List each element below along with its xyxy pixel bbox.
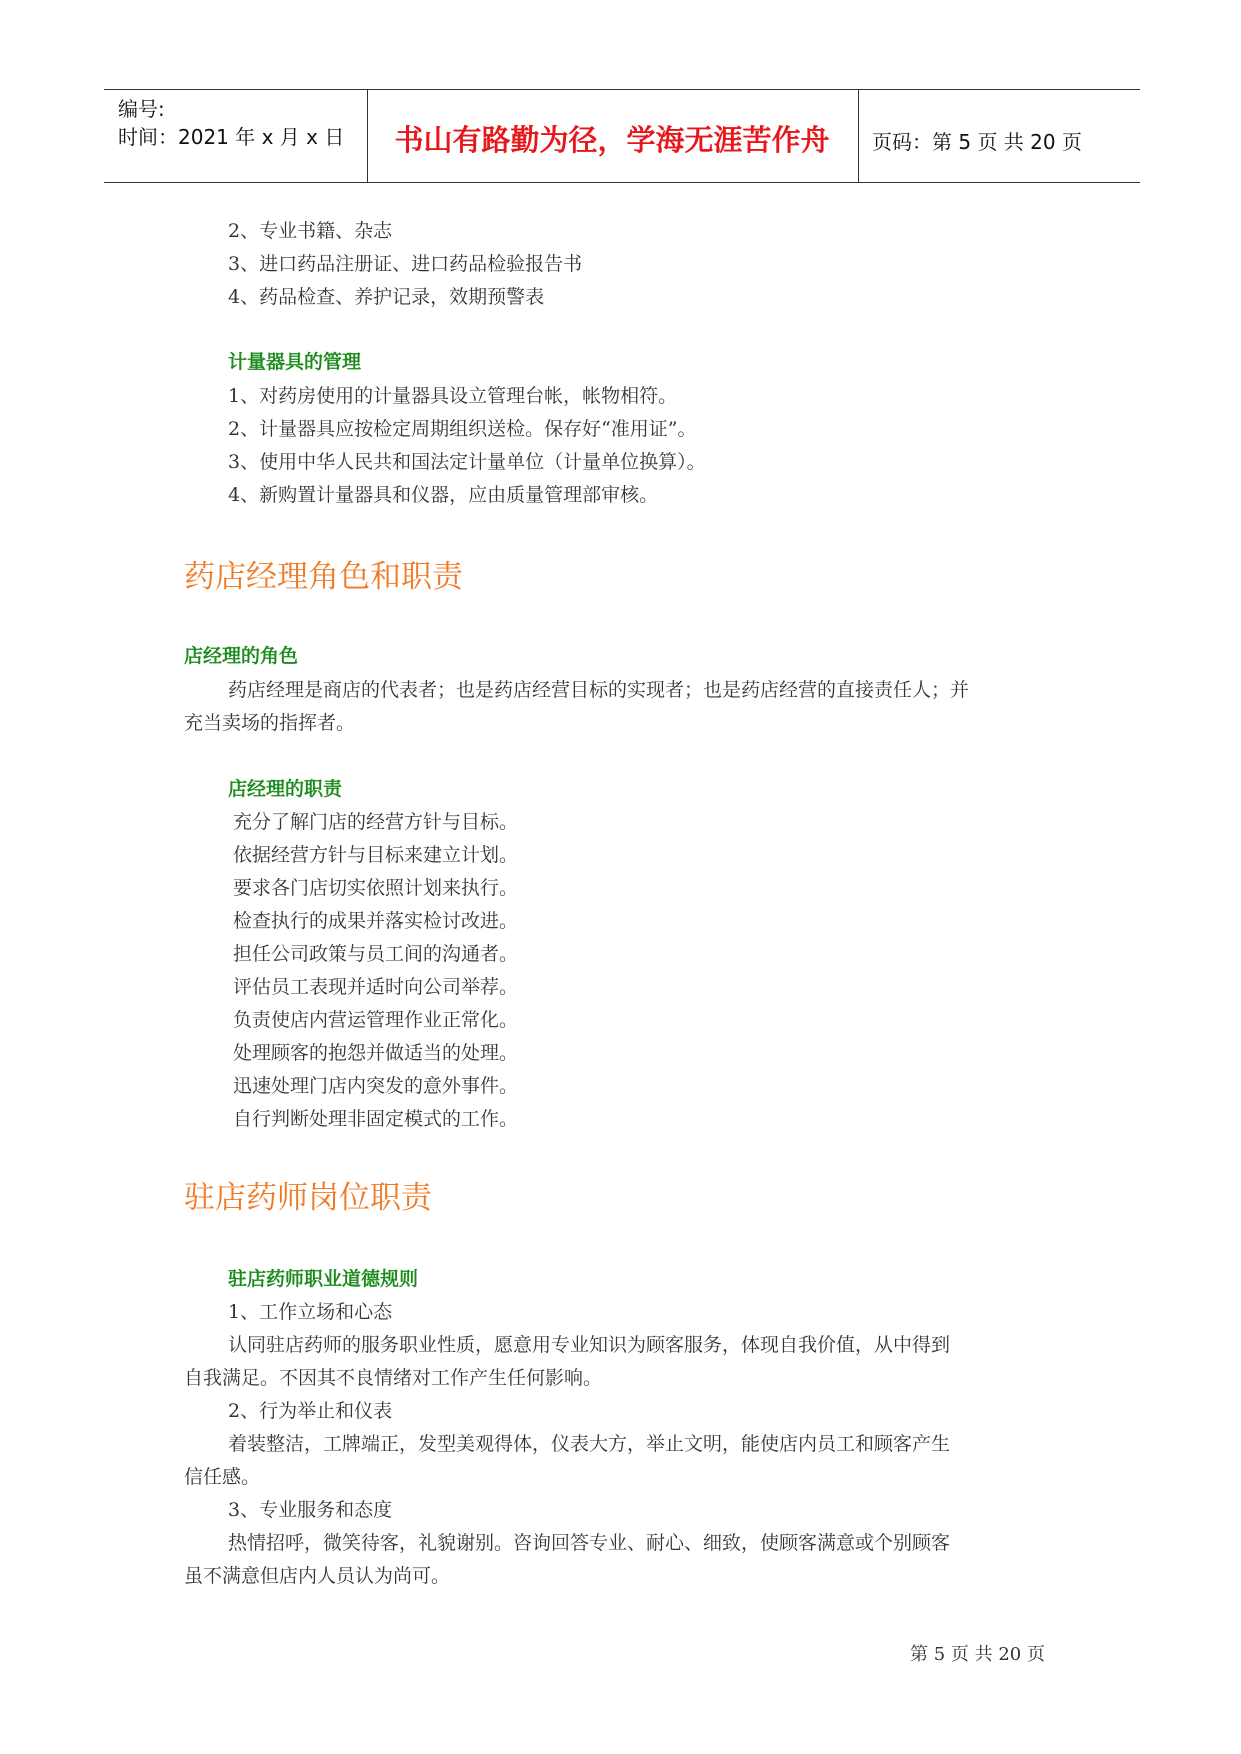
header-divider-right bbox=[858, 89, 859, 183]
section-title-pharmacist: 驻店药师岗位职责 bbox=[184, 1180, 432, 1216]
ethics-paragraph: 认同驻店药师的服务职业性质，愿意用专业知识为顾客服务，体现自我价值，从中得到 bbox=[228, 1334, 951, 1356]
ethics-paragraph-cont: 信任感。 bbox=[184, 1466, 261, 1488]
header-time-label: 时间：2021 年 x 月 x 日 bbox=[118, 125, 345, 149]
duty-item: 依据经营方针与目标来建立计划。 bbox=[233, 844, 519, 866]
list-item: 1、对药房使用的计量器具设立管理台帐，帐物相符。 bbox=[228, 385, 678, 407]
duty-item: 评估员工表现并适时向公司举荐。 bbox=[233, 976, 519, 998]
ethics-paragraph: 着装整洁，工牌端正，发型美观得体，仪表大方，举止文明，能使店内员工和顾客产生 bbox=[228, 1433, 951, 1455]
header-bottom-rule bbox=[104, 182, 1140, 183]
duty-item: 处理顾客的抱怨并做适当的处理。 bbox=[233, 1042, 519, 1064]
section-title-manager: 药店经理角色和职责 bbox=[184, 559, 463, 595]
list-item: 4、新购置计量器具和仪器，应由质量管理部审核。 bbox=[228, 484, 659, 506]
duty-item: 迅速处理门店内突发的意外事件。 bbox=[233, 1075, 519, 1097]
header-page-info: 页码：第 5 页 共 20 页 bbox=[872, 130, 1082, 154]
manager-role-heading: 店经理的角色 bbox=[184, 645, 299, 667]
manager-role-text: 药店经理是商店的代表者；也是药店经营目标的实现者；也是药店经营的直接责任人；并 bbox=[228, 679, 970, 701]
list-item: 4、药品检查、养护记录，效期预警表 bbox=[228, 286, 545, 308]
duty-item: 检查执行的成果并落实检讨改进。 bbox=[233, 910, 519, 932]
duty-item: 充分了解门店的经营方针与目标。 bbox=[233, 811, 519, 833]
footer-page-number: 第 5 页 共 20 页 bbox=[910, 1644, 1045, 1665]
duty-item: 负责使店内营运管理作业正常化。 bbox=[233, 1009, 519, 1031]
ethics-subtitle: 1、工作立场和心态 bbox=[228, 1301, 393, 1323]
header-top-rule bbox=[104, 89, 1140, 90]
ethics-subtitle: 2、行为举止和仪表 bbox=[228, 1400, 393, 1422]
measuring-heading: 计量器具的管理 bbox=[228, 351, 362, 373]
header-motto: 书山有路勤为径，学海无涯苦作舟 bbox=[394, 123, 830, 157]
ethics-paragraph-cont: 自我满足。不因其不良情绪对工作产生任何影响。 bbox=[184, 1367, 603, 1389]
list-item: 3、使用中华人民共和国法定计量单位（计量单位换算）。 bbox=[228, 451, 706, 473]
list-item: 2、计量器具应按检定周期组织送检。保存好“准用证”。 bbox=[228, 418, 697, 440]
ethics-paragraph-cont: 虽不满意但店内人员认为尚可。 bbox=[184, 1565, 451, 1587]
pharmacist-ethics-heading: 驻店药师职业道德规则 bbox=[228, 1268, 419, 1290]
duty-item: 要求各门店切实依照计划来执行。 bbox=[233, 877, 519, 899]
duty-item: 担任公司政策与员工间的沟通者。 bbox=[233, 943, 519, 965]
manager-duties-heading: 店经理的职责 bbox=[228, 778, 343, 800]
manager-role-text-cont: 充当卖场的指挥者。 bbox=[184, 712, 356, 734]
list-item: 3、进口药品注册证、进口药品检验报告书 bbox=[228, 253, 583, 275]
ethics-subtitle: 3、专业服务和态度 bbox=[228, 1499, 393, 1521]
header-number-label: 编号: bbox=[118, 97, 165, 121]
ethics-paragraph: 热情招呼，微笑待客，礼貌谢别。咨询回答专业、耐心、细致，使顾客满意或个别顾客 bbox=[228, 1532, 951, 1554]
header-divider-left bbox=[367, 89, 368, 183]
list-item: 2、专业书籍、杂志 bbox=[228, 220, 393, 242]
duty-item: 自行判断处理非固定模式的工作。 bbox=[233, 1108, 519, 1130]
